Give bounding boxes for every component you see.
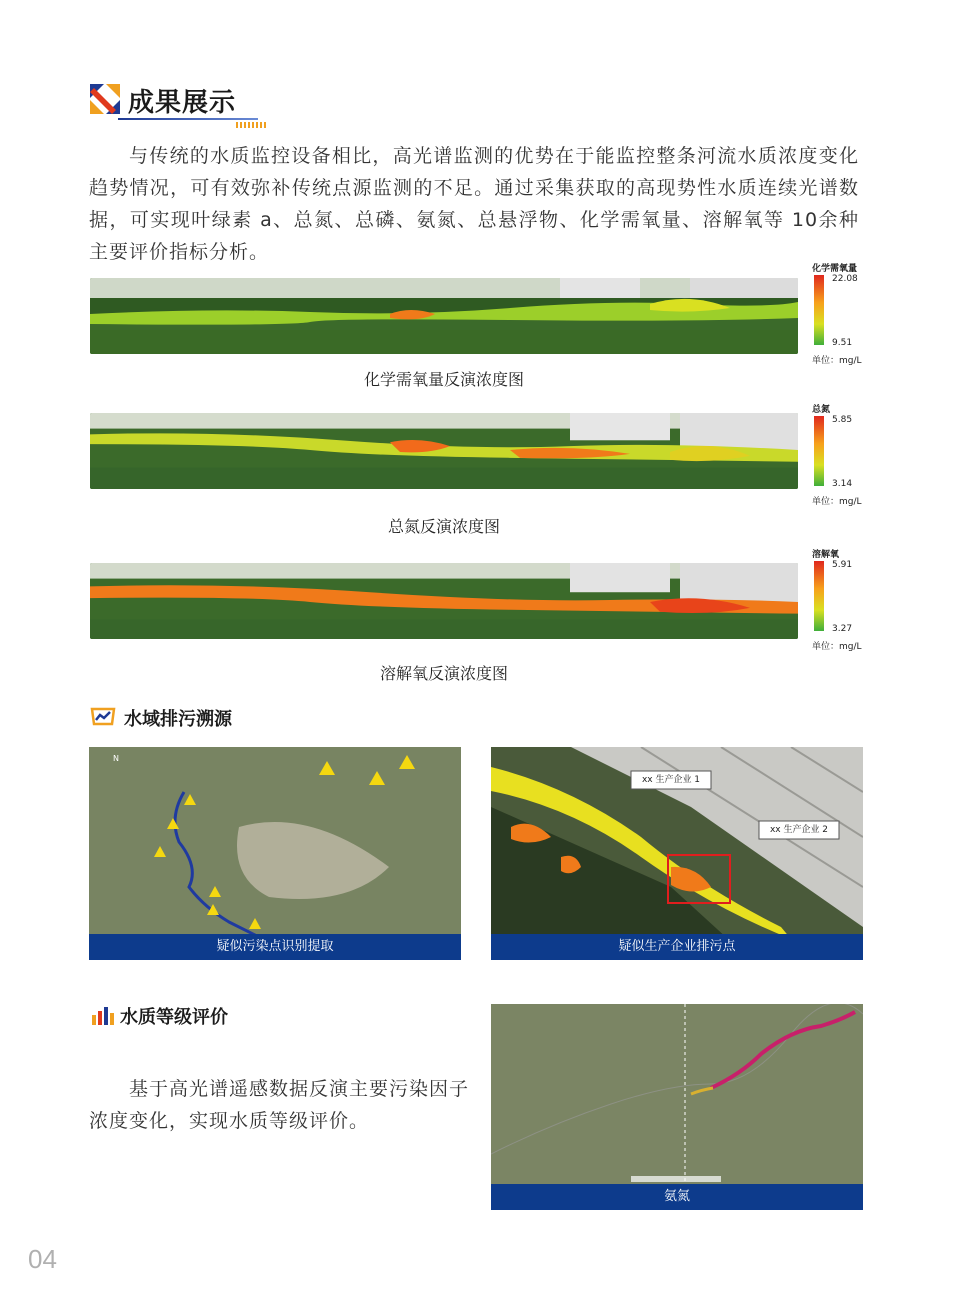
section-title: 水质等级评价 [120, 1007, 228, 1028]
factory-discharge-image [491, 747, 863, 960]
map-caption: 化学需氧量反演浓度图 [363, 370, 524, 389]
map-legend [812, 402, 882, 512]
title-underline [118, 118, 258, 120]
legend-unit: 单位：mg/L [812, 642, 862, 652]
pollution-trace-icon [90, 706, 116, 728]
image-caption: 氨氮 [491, 1184, 863, 1210]
legend-min: 3.27 [832, 624, 853, 634]
map-caption: 总氮反演浓度图 [387, 517, 500, 536]
tn-concentration-map [90, 413, 798, 489]
legend-max: 5.85 [832, 415, 853, 425]
legend-min: 9.51 [832, 338, 853, 348]
factory-label: xx 生产企业 2 [769, 825, 829, 835]
map-caption: 溶解氧反演浓度图 [379, 664, 508, 683]
do-concentration-map [90, 563, 798, 639]
legend-min: 3.14 [832, 479, 853, 489]
bar-chart-icon [90, 1003, 116, 1025]
factory-label: xx 生产企业 1 [641, 775, 701, 785]
legend-title: 化学需氧量 [812, 264, 858, 274]
intro-paragraph: 与传统的水质监控设备相比，高光谱监测的优势在于能监控整条河流水质浓度变化趋势情况，可有效弥补传统点源监测的不足。通过采集获取的高现势性水质连续光谱数据，可实现叶绿素 a、总氮、总磷、氨氮、总悬浮物、化学需氧量、溶解氧等 10余种主要评价指标分析。 [89, 145, 859, 263]
legend-unit: 单位：mg/L [812, 356, 862, 366]
page-number: 04 [28, 1244, 57, 1274]
legend-color-bar [814, 275, 824, 345]
legend-color-bar [814, 416, 824, 486]
legend-max: 22.08 [832, 274, 858, 284]
legend-max: 5.91 [832, 560, 853, 570]
section-title: 成果展示 [128, 88, 237, 118]
map-legend [812, 261, 882, 371]
map-legend [812, 547, 882, 657]
section-logo-icon [90, 84, 120, 114]
pollution-points-image [89, 747, 461, 960]
north-arrow-icon: N [113, 754, 119, 763]
image-caption: 疑似污染点识别提取 [89, 934, 461, 960]
title-decoration [236, 122, 266, 128]
evaluation-paragraph: 基于高光谱遥感数据反演主要污染因子浓度变化，实现水质等级评价。 [89, 1078, 470, 1132]
legend-unit: 单位：mg/L [812, 497, 862, 507]
section-title: 水域排污溯源 [124, 709, 232, 730]
image-caption: 疑似生产企业排污点 [491, 934, 863, 960]
ammonia-nitrogen-map [491, 1004, 863, 1210]
legend-color-bar [814, 561, 824, 631]
legend-title: 溶解氧 [812, 550, 840, 560]
legend-title: 总氮 [812, 405, 831, 415]
cod-concentration-map [90, 278, 798, 354]
